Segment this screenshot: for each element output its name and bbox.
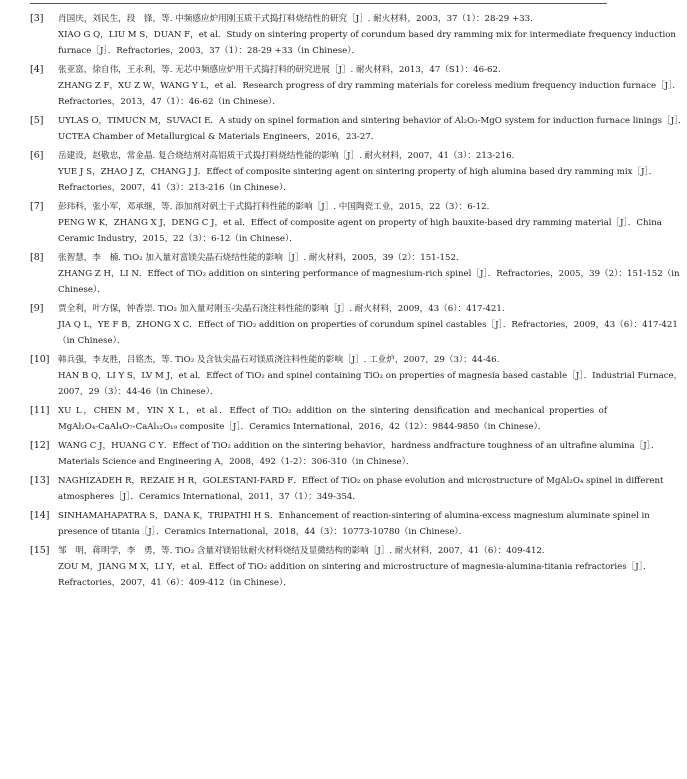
reference-item	[30, 199, 662, 247]
reference-line: NAGHIZADEH R，REZAIE H R，GOLESTANI-FARD F．Effect of TiO₂ on phase evolution and microstructure of MgAl₂O₄ spinel in different	[58, 476, 664, 486]
reference-item	[30, 62, 682, 110]
reference-line: Refractories，2007，41（3）：213-216（in Chinese）．	[58, 183, 292, 193]
reference-item	[30, 148, 658, 196]
reference-number: [7]	[30, 201, 44, 212]
reference-number: [9]	[30, 303, 44, 314]
reference-line: 韩兵强，李友胜，吕铭杰，等. TiO₂ 及含钛尖晶石对镁质浇注料性能的影响［J］. 工业炉，2007，29（3）：44-46.	[58, 355, 500, 365]
reference-number: [5]	[30, 115, 44, 126]
reference-item	[30, 352, 683, 400]
reference-line: PENG W K，ZHANG X J，DENG C J，et al．Effect of composite agent on property of high bauxite-based dry ramming material［J］．China	[58, 218, 662, 228]
reference-item	[30, 113, 687, 145]
reference-item	[30, 11, 676, 59]
reference-number: [12]	[30, 440, 50, 451]
reference-line: 肖国庆，刘民生，段 锋，等. 中频感应炉用刚玉质干式捣打料烧结性的研究［J］. 耐火材料，2003，37（1）：28-29 +33.	[58, 14, 533, 24]
reference-line: ZOU M，JIANG M X，LI Y，et al．Effect of TiO₂ addition on sintering and microstructure of magnesia-alumina-titania refractories［J］．	[58, 562, 652, 572]
top-rule	[30, 3, 607, 4]
reference-line: SINHAMAHAPATRA S，DANA K，TRIPATHI H S．Enhancement of reaction-sintering of alumina-excess magnesium aluminate spinel in	[58, 511, 650, 521]
reference-number: [11]	[30, 405, 50, 416]
reference-line: 2007，29（3）：44-46（in Chinese）．	[58, 387, 219, 397]
reference-line: MgAl₂O₄-CaAl₄O₇-CaAl₁₂O₁₉ composite［J］．Ceramics International，2016，42（12）：9844-9850（in Chinese）．	[58, 422, 547, 432]
reference-line: ZHANG Z H，LI N．Effect of TiO₂ addition on sintering performance of magnesium-rich spinel［J］．Refractories，2005，39（2）：151-152（in	[58, 269, 680, 279]
reference-line: 贾全利，叶方保，钟香崇. TiO₂ 加入量对刚玉-尖晶石浇注料性能的影响［J］. 耐火材料，2009，43（6）：417-421.	[58, 304, 505, 314]
reference-item	[30, 508, 650, 540]
reference-number: [10]	[30, 354, 50, 365]
reference-line: UCTEA Chamber of Metallurgical & Materials Engineers，2016，23-27．	[58, 132, 380, 142]
reference-line: YUE J S，ZHAO J Z，CHANG J J．Effect of composite sintering agent on sintering property of high alumina based dry ramming mix［J］．	[58, 167, 658, 177]
reference-line: （in Chinese）．	[58, 336, 126, 346]
reference-item	[30, 438, 660, 470]
reference-number: [3]	[30, 13, 44, 24]
reference-number: [14]	[30, 510, 50, 521]
reference-line: 彭玮科，张小军，邓承继，等. 添加剂对矾土干式捣打料性能的影响［J］. 中国陶瓷工业，2015，22（3）：6-12.	[58, 202, 490, 212]
reference-list	[30, 11, 687, 594]
reference-line: 邹 明，蒋明学，李 勇，等. TiO₂ 含量对镁铝钛耐火材料烧结及显微结构的影响［J］. 耐火材料，2007，41（6）：409-412.	[58, 546, 545, 556]
reference-line: XU L，CHEN M，YIN X L，et al．Effect of TiO₂ addition on the sintering densification and mechanical properties of	[58, 406, 607, 416]
reference-line: Refractories，2013，47（1）：46-62（in Chinese）．	[58, 97, 281, 107]
reference-item	[30, 543, 652, 591]
reference-line: HAN B Q，LI Y S，LV M J，et al．Effect of TiO₂ and spinel containing TiO₂ on properties of magnesia based castable［J］．Industrial Furnace，	[58, 371, 683, 381]
reference-line: ZHANG Z F，XU Z W，WANG Y L，et al．Research progress of dry ramming materials for coreless medium frequency induction furnace［J］．	[58, 81, 682, 91]
reference-number: [13]	[30, 475, 50, 486]
reference-line: Ceramic Industry，2015，22（3）：6-12（in Chinese）．	[58, 234, 298, 244]
reference-line: UYLAS O，TIMUCN M，SUVACI E．A study on spinel formation and sintering behavior of Al₂O₃-MgO system for induction furnace linings［J］．	[58, 116, 687, 126]
reference-line: atmospheres［J］．Ceramics International，2011，37（1）：349-354．	[58, 492, 361, 502]
reference-line: XIAO G Q，LIU M S，DUAN F，et al．Study on sintering property of corundum based dry ramming mix for intermediate frequency induction	[58, 30, 676, 40]
reference-line: WANG C J，HUANG C Y．Effect of TiO₂ addition on the sintering behavior，hardness andfracture toughness of an ultrafine alumina［J］．	[58, 441, 660, 451]
reference-item	[30, 473, 664, 505]
reference-line: 岳建设，赵敬忠，常金晶. 复合烧结剂对高铝质干式捣打料烧结性能的影响［J］. 耐火材料，2007，41（3）：213-216.	[58, 151, 515, 161]
reference-item	[30, 250, 680, 298]
reference-line: presence of titania［J］．Ceramics International，2018，44（3）：10773-10780（in Chinese）．	[58, 527, 468, 537]
reference-line: Materials Science and Engineering A，2008，492（1-2）：306-310（in Chinese）．	[58, 457, 415, 467]
reference-line: 张亚富，徐自伟，王永利，等. 无芯中频感应炉用干式捣打料的研究进展［J］. 耐火材料，2013，47（S1）：46-62.	[58, 65, 501, 75]
reference-number: [15]	[30, 545, 50, 556]
reference-line: furnace［J］．Refractories，2003，37（1）：28-29 +33（in Chinese）．	[58, 46, 361, 56]
reference-line: Chinese）．	[58, 285, 106, 295]
reference-number: [6]	[30, 150, 44, 161]
reference-item	[30, 301, 678, 349]
reference-number: [8]	[30, 252, 44, 263]
reference-line: Refractories，2007，41（6）：409-412（in Chinese）．	[58, 578, 292, 588]
reference-number: [4]	[30, 64, 44, 75]
reference-line: JIA Q L，YE F B，ZHONG X C．Effect of TiO₂ addition on properties of corundum spinel castables［J］．Refractories，2009，43（6）：417-421	[58, 320, 678, 330]
reference-line: 张智慧，李 楠. TiO₂ 加入量对富镁尖晶石烧结性能的影响［J］. 耐火材料，2005，39（2）：151-152.	[58, 253, 459, 263]
reference-item	[30, 403, 607, 435]
